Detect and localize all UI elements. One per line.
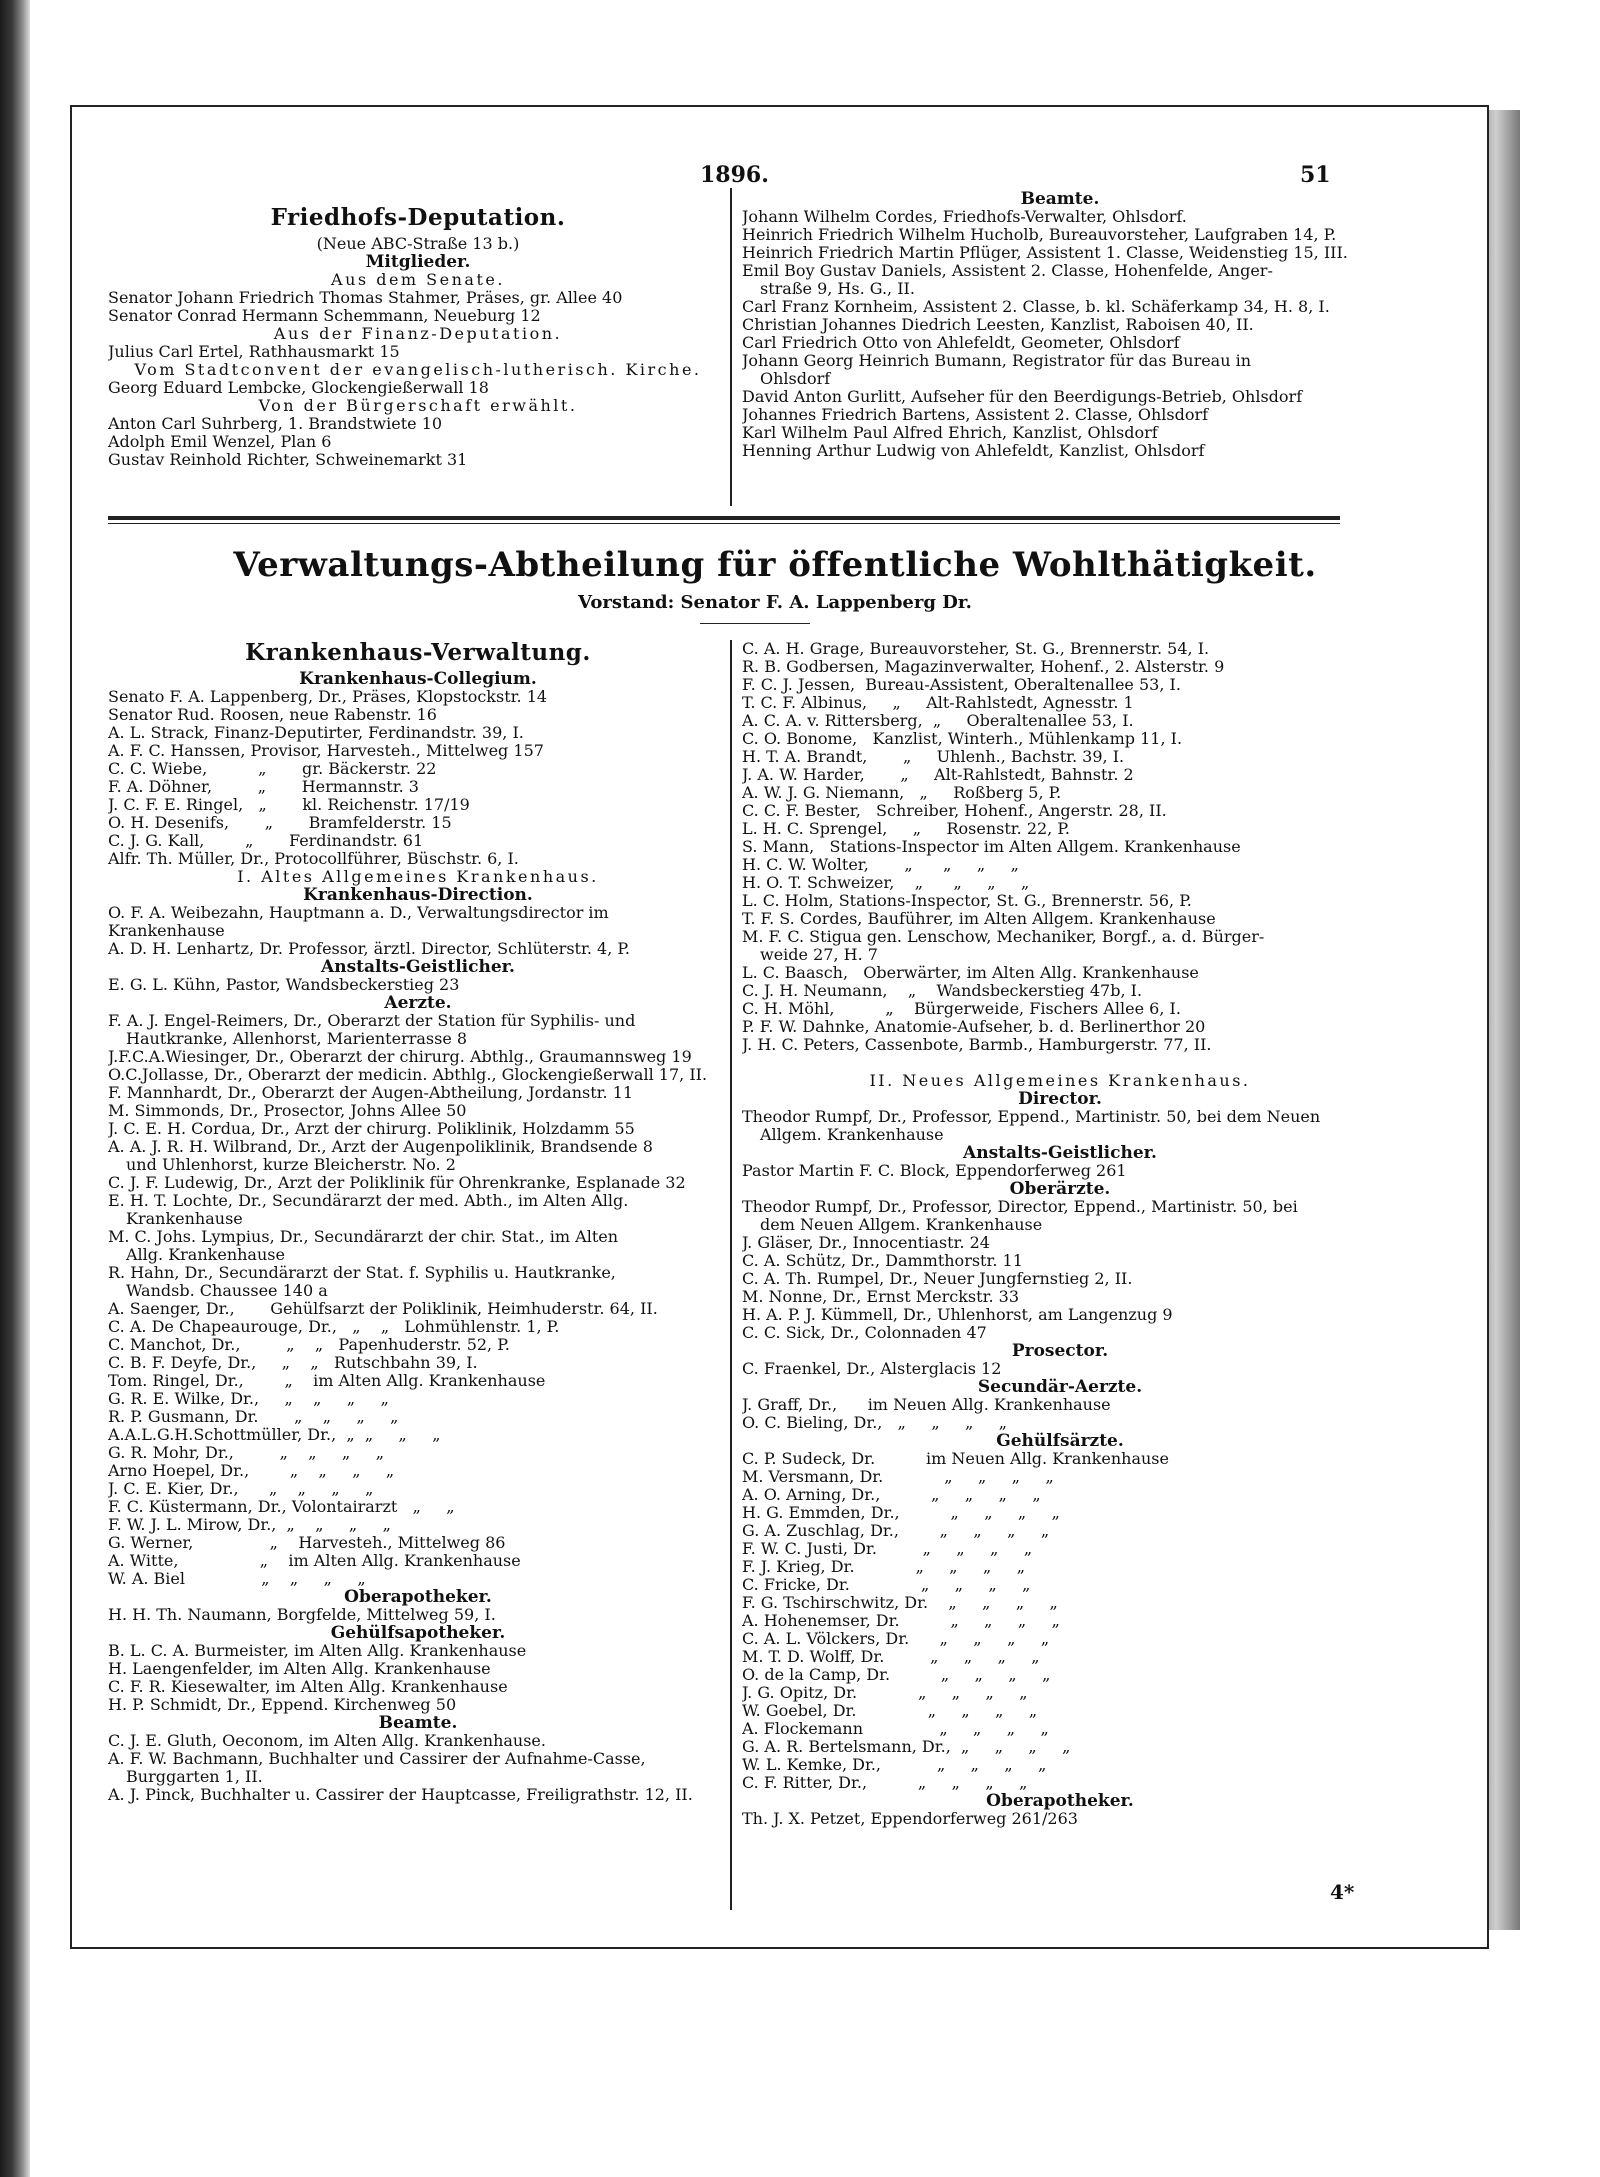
entry-line: A. W. J. G. Niemann, „ Roßberg 5, P. [742, 784, 1062, 802]
entry-line: L. H. C. Sprengel, „ Rosenstr. 22, P. [742, 820, 1070, 838]
krankenhaus-verwaltung-column [108, 640, 728, 1804]
entry-line: F. Mannhardt, Dr., Oberarzt der Augen-Abtheilung, Jordanstr. 11 [108, 1084, 634, 1102]
section-rule-thin [108, 523, 1340, 524]
entry-line: Anton Carl Suhrberg, 1. Brandstwiete 10 [108, 415, 443, 433]
entry-line: H. C. W. Wolter, „ „ „ „ [742, 856, 1019, 874]
entry-line: A.A.L.G.H.Schottmüller, Dr., „ „ „ „ [108, 1426, 441, 1444]
subsection-heading: Oberapotheker. [344, 1588, 492, 1606]
entry-line: O. H. Desenifs, „ Bramfelderstr. 15 [108, 814, 452, 832]
entry-line: C. Manchot, Dr., „ „ Papenhuderstr. 52, P. [108, 1336, 510, 1354]
entry-line: Johannes Friedrich Bartens, Assistent 2. Classe, Ohlsdorf [742, 406, 1209, 424]
entry-line: A. C. A. v. Rittersberg, „ Oberaltenallee 53, I. [742, 712, 1134, 730]
entry-line: Heinrich Friedrich Martin Pflüger, Assistent 1. Classe, Weidenstieg 15, III. [742, 244, 1348, 262]
entry-line: Wandsb. Chaussee 140 a [126, 1282, 328, 1300]
entry-line: J. H. C. Peters, Cassenbote, Barmb., Hamburgerstr. 77, II. [742, 1036, 1212, 1054]
entry-line: Emil Boy Gustav Daniels, Assistent 2. Classe, Hohenfelde, Anger- [742, 262, 1273, 280]
friedhofs-deputation-column [108, 205, 728, 469]
subsection-heading: Aus der Finanz-Deputation. [273, 325, 563, 343]
entry-line: E. H. T. Lochte, Dr., Secundärarzt der med. Abth., im Alten Allg. [108, 1192, 629, 1210]
entry-line: H. T. A. Brandt, „ Uhlenh., Bachstr. 39, I. [742, 748, 1125, 766]
entry-line: E. G. L. Kühn, Pastor, Wandsbeckerstieg 23 [108, 976, 460, 994]
column-divider-top [730, 188, 732, 506]
entry-line: Senato F. A. Lappenberg, Dr., Präses, Klopstockstr. 14 [108, 688, 548, 706]
entry-line: G. R. E. Wilke, Dr., „ „ „ „ [108, 1390, 389, 1408]
entry-line: H. Laengenfelder, im Alten Allg. Krankenhause [108, 1660, 491, 1678]
subsection-heading: Oberärzte. [1009, 1180, 1111, 1198]
entry-line: David Anton Gurlitt, Aufseher für den Beerdigungs-Betrieb, Ohlsdorf [742, 388, 1303, 406]
page-number: 51 [1300, 162, 1331, 188]
entry-line: F. G. Tschirschwitz, Dr. „ „ „ „ [742, 1594, 1058, 1612]
entry-line: Allgem. Krankenhause [760, 1126, 944, 1144]
entry-line: F. C. Küstermann, Dr., Volontairarzt „ „ [108, 1498, 455, 1516]
entry-line: C. H. Möhl, „ Bürgerweide, Fischers Allee 6, I. [742, 1000, 1181, 1018]
entry-line: J. Gläser, Dr., Innocentiastr. 24 [742, 1234, 990, 1252]
main-section-title: Verwaltungs-Abtheilung für öffentliche Wohlthätigkeit. [233, 545, 1317, 585]
entry-line: Adolph Emil Wenzel, Plan 6 [108, 433, 332, 451]
entry-line: M. Nonne, Dr., Ernst Merckstr. 33 [742, 1288, 1019, 1306]
entry-line: J. C. F. E. Ringel, „ kl. Reichenstr. 17/19 [108, 796, 470, 814]
entry-line: (Neue ABC-Straße 13 b.) [316, 235, 520, 253]
entry-line: A. Saenger, Dr., Gehülfsarzt der Poliklinik, Heimhuderstr. 64, II. [108, 1300, 658, 1318]
entry-line: C. A. L. Völckers, Dr. „ „ „ „ [742, 1630, 1050, 1648]
entry-line: P. F. W. Dahnke, Anatomie-Aufseher, b. d. Berlinerthor 20 [742, 1018, 1206, 1036]
main-section-subtitle: Vorstand: Senator F. A. Lappenberg Dr. [578, 592, 972, 613]
entry-line: A. F. W. Bachmann, Buchhalter und Cassirer der Aufnahme-Casse, [108, 1750, 646, 1768]
entry-line: O. F. A. Weibezahn, Hauptmann a. D., Verwaltungsdirector im [108, 904, 609, 922]
subsection-heading: Gehülfsärzte. [996, 1432, 1124, 1450]
entry-line: F. W. C. Justi, Dr. „ „ „ „ [742, 1540, 1033, 1558]
entry-line: C. Fraenkel, Dr., Alsterglacis 12 [742, 1360, 1002, 1378]
entry-line: J. Graff, Dr., im Neuen Allg. Krankenhause [742, 1396, 1111, 1414]
entry-line: A. F. C. Hanssen, Provisor, Harvesteh., Mittelweg 157 [108, 742, 544, 760]
subsection-heading: Aus dem Senate. [331, 271, 505, 289]
subsection-heading: Prosector. [1011, 1342, 1109, 1360]
entry-line: Krankenhause [126, 1210, 243, 1228]
entry-line: F. J. Krieg, Dr. „ „ „ „ [742, 1558, 1026, 1576]
entry-line: R. Hahn, Dr., Secundärarzt der Stat. f. Syphilis u. Hautkranke, [108, 1264, 616, 1282]
subsection-heading: Mitglieder. [365, 253, 471, 271]
entry-line: A. D. H. Lenhartz, Dr. Professor, ärztl. Director, Schlüterstr. 4, P. [108, 940, 630, 958]
entry-line: T. C. F. Albinus, „ Alt-Rahlstedt, Agnesstr. 1 [742, 694, 1134, 712]
page-year: 1896. [700, 162, 769, 188]
entry-line: Ohlsdorf [760, 370, 831, 388]
entry-line: H. H. Th. Naumann, Borgfelde, Mittelweg 59, I. [108, 1606, 496, 1624]
entry-line: weide 27, H. 7 [760, 946, 878, 964]
entry-line: J. A. W. Harder, „ Alt-Rahlstedt, Bahnstr. 2 [742, 766, 1134, 784]
entry-line: L. C. Baasch, Oberwärter, im Alten Allg. Krankenhause [742, 964, 1199, 982]
entry-line: A. A. J. R. H. Wilbrand, Dr., Arzt der Augenpoliklinik, Brandsende 8 [108, 1138, 653, 1156]
entry-line: C. A. Schütz, Dr., Dammthorstr. 11 [742, 1252, 1023, 1270]
entry-line: Gustav Reinhold Richter, Schweinemarkt 31 [108, 451, 468, 469]
entry-line: W. L. Kemke, Dr., „ „ „ „ [742, 1756, 1047, 1774]
friedhofs-beamte-column [742, 190, 1378, 460]
entry-line: Senator Rud. Roosen, neue Rabenstr. 16 [108, 706, 437, 724]
entry-line: T. F. S. Cordes, Bauführer, im Alten Allgem. Krankenhause [742, 910, 1216, 928]
entry-line: C. C. Wiebe, „ gr. Bäckerstr. 22 [108, 760, 437, 778]
entry-line: M. T. D. Wolff, Dr. „ „ „ „ [742, 1648, 1040, 1666]
entry-line: J. C. E. H. Cordua, Dr., Arzt der chirurg. Poliklinik, Holzdamm 55 [108, 1120, 635, 1138]
entry-line: G. A. Zuschlag, Dr., „ „ „ „ [742, 1522, 1050, 1540]
entry-line: C. J. G. Kall, „ Ferdinandstr. 61 [108, 832, 424, 850]
entry-line: Th. J. X. Petzet, Eppendorferweg 261/263 [742, 1810, 1078, 1828]
entry-line: C. C. Sick, Dr., Colonnaden 47 [742, 1324, 987, 1342]
entry-line: C. F. R. Kiesewalter, im Alten Allg. Krankenhause [108, 1678, 508, 1696]
subsection-heading: I. Altes Allgemeines Krankenhaus. [237, 868, 599, 886]
entry-line: Theodor Rumpf, Dr., Professor, Director, Eppend., Martinistr. 50, bei [742, 1198, 1298, 1216]
entry-line: Carl Friedrich Otto von Ahlefeldt, Geometer, Ohlsdorf [742, 334, 1180, 352]
entry-line: H. P. Schmidt, Dr., Eppend. Kirchenweg 50 [108, 1696, 457, 1714]
entry-line: H. A. P. J. Kümmell, Dr., Uhlenhorst, am Langenzug 9 [742, 1306, 1173, 1324]
book-gutter [0, 0, 30, 2177]
entry-line: Johann Wilhelm Cordes, Friedhofs-Verwalter, Ohlsdorf. [742, 208, 1187, 226]
entry-line: Allg. Krankenhause [126, 1246, 285, 1264]
entry-line: Hautkranke, Allenhorst, Marienterrasse 8 [126, 1030, 468, 1048]
subtitle-rule [700, 623, 810, 624]
section-heading: Friedhofs-Deputation. [270, 205, 566, 231]
entry-line: A. J. Pinck, Buchhalter u. Cassirer der Hauptcasse, Freiligrathstr. 12, II. [108, 1786, 693, 1804]
entry-line: C. A. Th. Rumpel, Dr., Neuer Jungfernstieg 2, II. [742, 1270, 1133, 1288]
entry-line: L. C. Holm, Stations-Inspector, St. G., Brennerstr. 56, P. [742, 892, 1192, 910]
entry-line: C. J. E. Gluth, Oeconom, im Alten Allg. Krankenhause. [108, 1732, 546, 1750]
entry-line: S. Mann, Stations-Inspector im Alten Allgem. Krankenhause [742, 838, 1241, 856]
entry-line: Christian Johannes Diedrich Leesten, Kanzlist, Raboisen 40, II. [742, 316, 1254, 334]
entry-line: H. G. Emmden, Dr., „ „ „ „ [742, 1504, 1060, 1522]
entry-line: Burggarten 1, II. [126, 1768, 263, 1786]
entry-line: M. C. Johs. Lympius, Dr., Secundärarzt der chir. Stat., im Alten [108, 1228, 619, 1246]
entry-line: Arno Hoepel, Dr., „ „ „ „ [108, 1462, 395, 1480]
subsection-heading: Krankenhaus-Direction. [303, 886, 533, 904]
entry-line: A. Witte, „ im Alten Allg. Krankenhause [108, 1552, 521, 1570]
subsection-heading: Anstalts-Geistlicher. [963, 1144, 1157, 1162]
entry-line: C. O. Bonome, Kanzlist, Winterh., Mühlenkamp 11, I. [742, 730, 1183, 748]
entry-line: R. P. Gusmann, Dr. „ „ „ „ [108, 1408, 399, 1426]
entry-line: C. A. De Chapeaurouge, Dr., „ „ Lohmühlenstr. 1, P. [108, 1318, 560, 1336]
subsection-heading: II. Neues Allgemeines Krankenhaus. [869, 1072, 1251, 1090]
entry-line: Heinrich Friedrich Wilhelm Hucholb, Bureauvorsteher, Laufgraben 14, P. [742, 226, 1337, 244]
entry-line: straße 9, Hs. G., II. [760, 280, 915, 298]
entry-line: A. Hohenemser, Dr. „ „ „ „ [742, 1612, 1060, 1630]
entry-line: dem Neuen Allgem. Krankenhause [760, 1216, 1043, 1234]
entry-line: Krankenhause [108, 922, 225, 940]
entry-line: G. Werner, „ Harvesteh., Mittelweg 86 [108, 1534, 506, 1552]
entry-line [742, 1054, 1378, 1072]
entry-line: M. F. C. Stigua gen. Lenschow, Mechaniker, Borgf., a. d. Bürger- [742, 928, 1265, 946]
entry-line: A. Flockemann „ „ „ „ [742, 1720, 1049, 1738]
neues-krankenhaus-column [742, 640, 1378, 1828]
entry-line: C. J. H. Neumann, „ Wandsbeckerstieg 47b, I. [742, 982, 1143, 1000]
entry-line: Alfr. Th. Müller, Dr., Protocollführer, Büschstr. 6, I. [108, 850, 519, 868]
entry-line: O.C.Jollasse, Dr., Oberarzt der medicin. Abthlg., Glockengießerwall 17, II. [108, 1066, 708, 1084]
entry-line: C. P. Sudeck, Dr. im Neuen Allg. Krankenhause [742, 1450, 1169, 1468]
subsection-heading: Krankenhaus-Collegium. [299, 670, 537, 688]
entry-line: J. G. Opitz, Dr. „ „ „ „ [742, 1684, 1028, 1702]
entry-line: Johann Georg Heinrich Bumann, Registrator für das Bureau in [742, 352, 1252, 370]
entry-line: Tom. Ringel, Dr., „ im Alten Allg. Krankenhause [108, 1372, 546, 1390]
entry-line: Karl Wilhelm Paul Alfred Ehrich, Kanzlist, Ohlsdorf [742, 424, 1158, 442]
entry-line: O. C. Bieling, Dr., „ „ „ „ [742, 1414, 1008, 1432]
entry-line: C. A. H. Grage, Bureauvorsteher, St. G., Brennerstr. 54, I. [742, 640, 1210, 658]
entry-line: F. W. J. L. Mirow, Dr., „ „ „ „ [108, 1516, 391, 1534]
entry-line: C. J. F. Ludewig, Dr., Arzt der Poliklinik für Ohrenkranke, Esplanade 32 [108, 1174, 686, 1192]
subsection-heading: Beamte. [378, 1714, 458, 1732]
entry-line: J. C. E. Kier, Dr., „ „ „ „ [108, 1480, 374, 1498]
entry-line: H. O. T. Schweizer, „ „ „ „ [742, 874, 1030, 892]
entry-line: W. A. Biel „ „ „ „ [108, 1570, 366, 1588]
subsection-heading: Vom Stadtconvent der evangelisch-lutherisch. Kirche. [134, 361, 702, 379]
entry-line: C. C. F. Bester, Schreiber, Hohenf., Angerstr. 28, II. [742, 802, 1167, 820]
entry-line: B. L. C. A. Burmeister, im Alten Allg. Krankenhause [108, 1642, 527, 1660]
entry-line: J.F.C.A.Wiesinger, Dr., Oberarzt der chirurg. Abthlg., Graumannsweg 19 [108, 1048, 692, 1066]
entry-line: C. B. F. Deyfe, Dr., „ „ Rutschbahn 39, I. [108, 1354, 478, 1372]
entry-line: O. de la Camp, Dr. „ „ „ „ [742, 1666, 1051, 1684]
entry-line: Carl Franz Kornheim, Assistent 2. Classe, b. kl. Schäferkamp 34, H. 8, I. [742, 298, 1330, 316]
entry-line: C. Fricke, Dr. „ „ „ „ [742, 1576, 1031, 1594]
entry-line: F. C. J. Jessen, Bureau-Assistent, Oberaltenallee 53, I. [742, 676, 1181, 694]
entry-line: Theodor Rumpf, Dr., Professor, Eppend., Martinistr. 50, bei dem Neuen [742, 1108, 1321, 1126]
section-heading: Krankenhaus-Verwaltung. [245, 640, 591, 666]
entry-line: G. R. Mohr, Dr., „ „ „ „ [108, 1444, 385, 1462]
subsection-heading: Gehülfsapotheker. [330, 1624, 506, 1642]
entry-line: W. Goebel, Dr. „ „ „ „ [742, 1702, 1038, 1720]
subsection-heading: Oberapotheker. [986, 1792, 1134, 1810]
entry-line: Georg Eduard Lembcke, Glockengießerwall 18 [108, 379, 489, 397]
subsection-heading: Director. [1018, 1090, 1102, 1108]
column-divider-bottom [730, 640, 732, 1910]
entry-line: R. B. Godbersen, Magazinverwalter, Hohenf., 2. Alsterstr. 9 [742, 658, 1225, 676]
entry-line: M. Simmonds, Dr., Prosector, Johns Allee 50 [108, 1102, 467, 1120]
subsection-heading: Von der Bürgerschaft erwählt. [258, 397, 578, 415]
section-rule-thick [108, 516, 1340, 520]
entry-line: M. Versmann, Dr. „ „ „ „ [742, 1468, 1054, 1486]
entry-line: C. F. Ritter, Dr., „ „ „ „ [742, 1774, 1028, 1792]
subsection-heading: Secundär-Aerzte. [977, 1378, 1143, 1396]
subsection-heading: Aerzte. [384, 994, 452, 1012]
entry-line: F. A. J. Engel-Reimers, Dr., Oberarzt der Station für Syphilis- und [108, 1012, 636, 1030]
entry-line: G. A. R. Bertelsmann, Dr., „ „ „ „ [742, 1738, 1071, 1756]
entry-line: A. O. Arning, Dr., „ „ „ „ [742, 1486, 1041, 1504]
entry-line: Henning Arthur Ludwig von Ahlefeldt, Kanzlist, Ohlsdorf [742, 442, 1205, 460]
entry-line: Senator Conrad Hermann Schemmann, Neueburg 12 [108, 307, 541, 325]
subsection-heading: Beamte. [1020, 190, 1100, 208]
subsection-heading: Anstalts-Geistlicher. [321, 958, 515, 976]
entry-line: Senator Johann Friedrich Thomas Stahmer, Präses, gr. Allee 40 [108, 289, 623, 307]
signature-mark: 4* [1330, 1880, 1355, 1904]
entry-line: A. L. Strack, Finanz-Deputirter, Ferdinandstr. 39, I. [108, 724, 524, 742]
entry-line: Pastor Martin F. C. Block, Eppendorferweg 261 [742, 1162, 1127, 1180]
entry-line: F. A. Döhner, „ Hermannstr. 3 [108, 778, 419, 796]
entry-line: Julius Carl Ertel, Rathhausmarkt 15 [108, 343, 400, 361]
entry-line: und Uhlenhorst, kurze Bleicherstr. No. 2 [126, 1156, 456, 1174]
